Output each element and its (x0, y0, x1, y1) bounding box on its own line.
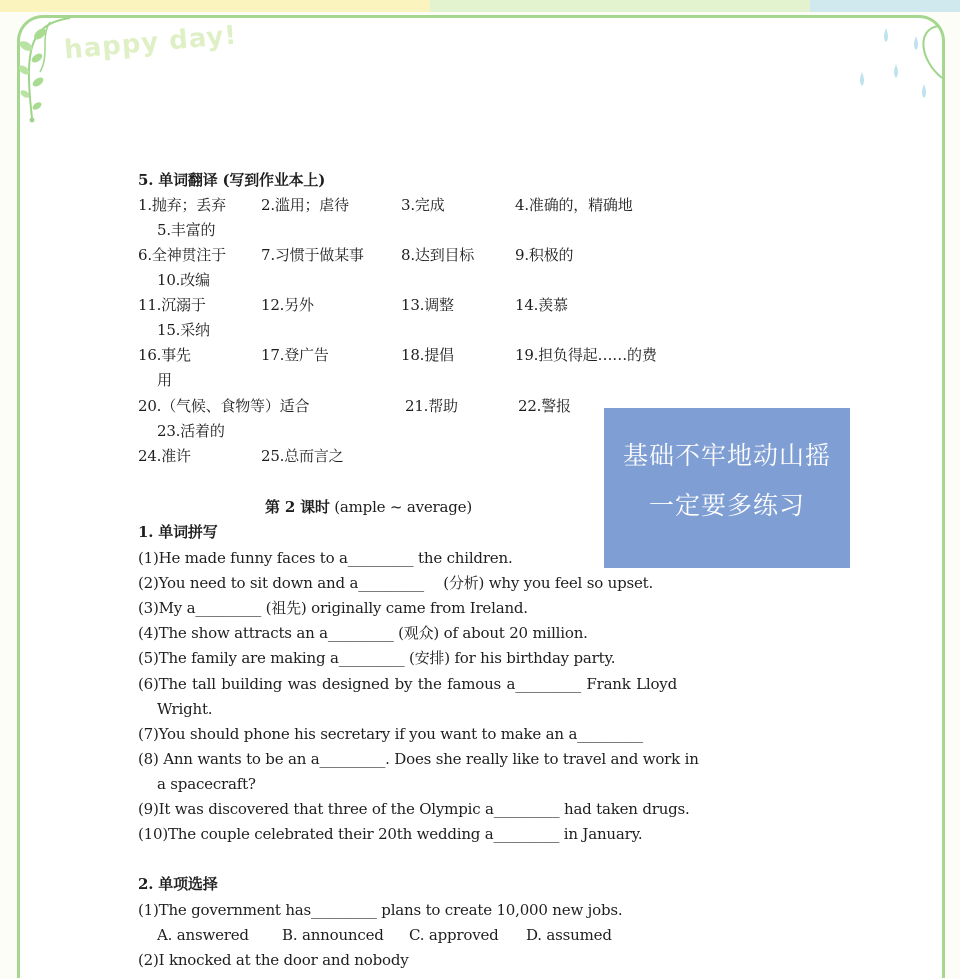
spelling-question: (6)The tall building was designed by the famous a_________ Frank Lloyd (138, 675, 677, 693)
vocab-item: 2.滥用；虐待 (261, 196, 349, 214)
spelling-question: (1)He made funny faces to a_________ the children. (138, 549, 513, 567)
vocab-item: 11.沉溺于 (138, 296, 206, 314)
choice-question: (2)I knocked at the door and nobody (138, 951, 409, 969)
vocab-item: 23.活着的 (157, 422, 225, 440)
spelling-question: (5)The family are making a_________ (安排) for his birthday party. (138, 649, 616, 667)
spelling-question: (10)The couple celebrated their 20th wedding a_________ in January. (138, 825, 643, 843)
choice-option: D. assumed (526, 926, 612, 944)
vocab-item: 10.改编 (157, 271, 210, 289)
vocab-item: 17.登广告 (261, 346, 329, 364)
lesson-title: 第 2 课时 (ample ~ average) (265, 498, 473, 516)
spelling-question-continued: a spacecraft? (157, 775, 256, 793)
choice-option: C. approved (409, 926, 499, 944)
choice-question: (1)The government has_________ plans to create 10,000 new jobs. (138, 901, 623, 919)
vocab-item: 8.达到目标 (401, 246, 475, 264)
vocab-item: 21.帮助 (405, 397, 458, 415)
spelling-question: (4)The show attracts an a_________ (观众) of about 20 million. (138, 624, 588, 642)
vocab-item: 12.另外 (261, 296, 314, 314)
spelling-question: (7)You should phone his secretary if you want to make an a_________ (138, 725, 643, 743)
choice-option: A. answered (157, 926, 249, 944)
vocab-item: 9.积极的 (515, 246, 574, 264)
spelling-question: (9)It was discovered that three of the Olympic a_________ had taken drugs. (138, 800, 690, 818)
section-2-heading: 2. 单项选择 (138, 875, 218, 893)
vocab-item: 22.警报 (518, 397, 571, 415)
vocab-item: 5.丰富的 (157, 221, 216, 239)
vocab-item: 13.调整 (401, 296, 454, 314)
vocab-item: 6.全神贯注于 (138, 246, 226, 264)
overlay-note (604, 408, 850, 568)
vocab-item: 用 (157, 371, 172, 389)
vocab-item: 7.习惯于做某事 (261, 246, 364, 264)
top-color-stripe (0, 0, 960, 12)
vine-decoration-icon (10, 8, 80, 126)
vocab-item: 15.采纳 (157, 321, 210, 339)
overlay-line-2: 一定要多练习 (648, 491, 805, 520)
vocab-item: 1.抛弃；丢弃 (138, 196, 226, 214)
vocab-item: 20.（气候、食物等）适合 (138, 397, 310, 415)
vocab-item: 3.完成 (401, 196, 445, 214)
spelling-question: (3)My a_________ (祖先) originally came from Ireland. (138, 599, 528, 617)
vocab-item: 25.总而言之 (261, 447, 344, 465)
spelling-question: (2)You need to sit down and a_________ (分析) why you feel so upset. (138, 574, 654, 592)
vocab-item: 19.担负得起……的费 (515, 346, 657, 364)
spelling-question-continued: Wright. (157, 700, 213, 718)
vocab-item: 18.提倡 (401, 346, 454, 364)
happy-day-banner: happy day! (63, 20, 239, 66)
vocab-item: 14.羡慕 (515, 296, 568, 314)
spelling-question: (8) Ann wants to be an a_________. Does she really like to travel and work in (138, 750, 699, 768)
raindrops-icon (846, 20, 946, 120)
vocab-item: 4.准确的，精确地 (515, 196, 633, 214)
section-5-heading: 5. 单词翻译 (写到作业本上) (138, 171, 326, 189)
vocab-item: 16.事先 (138, 346, 191, 364)
section-1-heading: 1. 单词拼写 (138, 523, 218, 541)
overlay-line-1: 基础不牢地动山摇 (622, 441, 831, 470)
choice-option: B. announced (282, 926, 384, 944)
vocab-item: 24.准许 (138, 447, 191, 465)
